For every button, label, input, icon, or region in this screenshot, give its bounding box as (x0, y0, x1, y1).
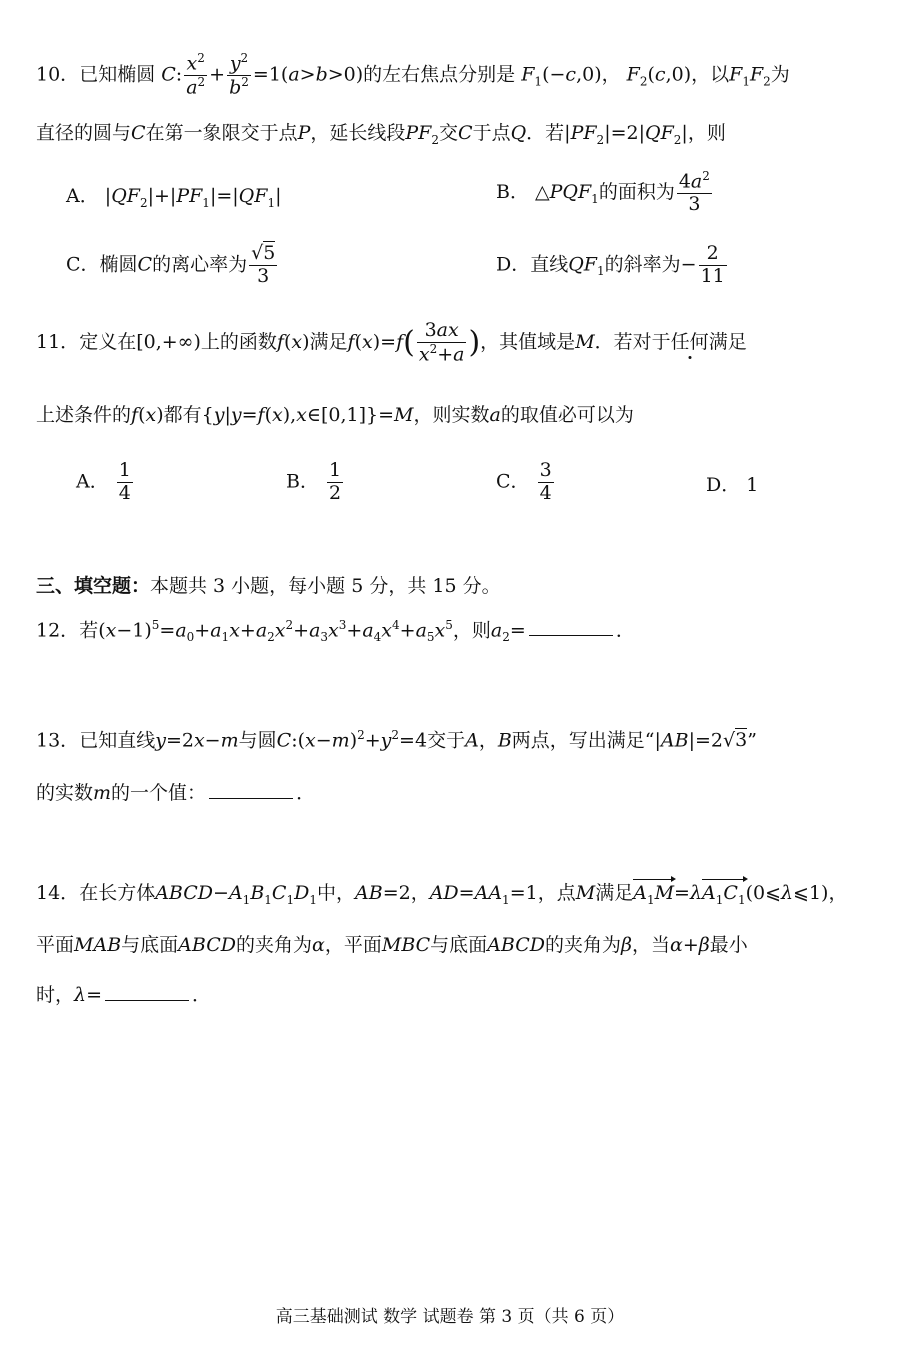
q14-line3: 时，λ= ． (36, 984, 211, 1006)
q10-option-b: B． $\triangle PQF_1$的面积为 $\frac{4a^2}{3}$ (496, 169, 710, 216)
q10-line2: 直径的圆与C在第一象限交于点P，延长线段$PF_2$交C于点Q．若$|PF_2|=2|QF_2|$，则 (36, 122, 726, 147)
q13-line2: 的实数m的一个值： ． (36, 782, 316, 804)
section-3-header: 三、填空题：本题共 3 小题，每小题 5 分，共 15 分。 (36, 575, 501, 597)
q13-answer-blank[interactable] (209, 782, 293, 799)
q11-option-d: D． 1 (706, 474, 759, 496)
q10-option-a: A． $|QF_2|+|PF_1|=|QF_1|$ (66, 185, 282, 210)
page-footer: 高三基础测试 数学 试题卷 第 3 页（共 6 页） (275, 1307, 625, 1327)
q10-option-d: D．直线$QF_1$的斜率为− $\frac{2}{11}$ (496, 242, 725, 287)
q11-option-a: A． $\frac{1}{4}$ (76, 459, 131, 504)
q14-line2: 平面MAB与底面ABCD的夹角为α，平面MBC与底面ABCD的夹角为β，当α+β最小 (36, 934, 748, 956)
q12-answer-blank[interactable] (529, 619, 613, 636)
q14-line1: 14．在长方体$ABCD-A_1B_1C_1D_1$中，AB=2，$AD=AA_1=1$，点M满足$A_1M=\lambda A_1C_1(0⩽\lambda⩽1)$， (36, 882, 848, 907)
q13-line1: 13．已知直线y=2x−m与圆$C:(x-m)^2+y^2=4$交于A，B两点，写出满足“|AB|=2√3” (36, 728, 757, 752)
q10-line1: 10．已知椭圆 C: $\frac{x^2}{a^2}$ + $\frac{y^2}{b^2}$ =1(a>b>0)的左右焦点分别是 $F_1(-c,0)$， $F_2(c,0)$，以$F_1F_2$为 (36, 51, 790, 99)
q11-line2: 上述条件的f(x)都有{y|y=f(x),x∈[0,1]}=M，则实数a的取值必可以为 (36, 404, 634, 426)
q11-option-b: B． $\frac{1}{2}$ (286, 459, 342, 504)
q10-option-c: C．椭圆C的离心率为 $\frac{√5}{3}$ (66, 242, 276, 287)
q11-line1: 11．定义在[0,+∞)上的函数f(x)满足f(x)=f( $\frac{3ax}{x^2+a}$ )，其值域是M．若对于任何满足 (36, 319, 747, 366)
q11-option-c: C． $\frac{3}{4}$ (496, 459, 552, 504)
q14-answer-blank[interactable] (105, 984, 189, 1001)
q12: 12．若$(x-1)^5=a_0+a_1x+a_2x^2+a_3x^3+a_4x^4+a_5x^5$，则$a_2=$ ． (36, 618, 635, 645)
